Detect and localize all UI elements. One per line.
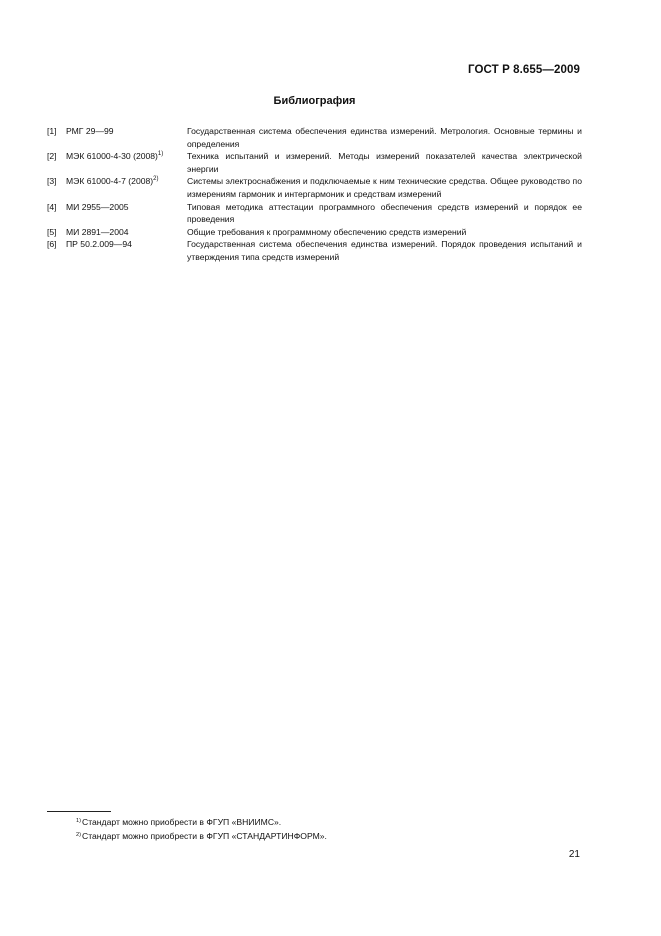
entry-number: [6]: [47, 239, 57, 250]
entry-title: Общие требования к программному обеспечению средств измерений: [187, 226, 467, 237]
entry-footnote-mark: 1): [157, 151, 164, 158]
bibliography-title: [0, 95, 661, 107]
footnote: [76, 830, 327, 844]
bibliography-title-text: Библиография: [273, 95, 356, 107]
entry-number: [4]: [47, 201, 57, 212]
entry-title: Государственная система обеспечения единства измерений. Порядок проведения испытаний и утверждения типа средств измерений: [187, 239, 582, 262]
footnote-separator: [47, 811, 111, 812]
entry-number: [2]: [47, 151, 57, 162]
entry-reference-text: РМГ 29—99: [66, 126, 114, 136]
footnote-text: Стандарт можно приобрести в ФГУП «ВНИИМС».: [81, 817, 282, 827]
entry-number: [5]: [47, 226, 57, 237]
entry-footnote-mark: 2): [153, 176, 159, 183]
footnote-mark: 1): [76, 818, 81, 824]
entry-number: [1]: [47, 126, 57, 136]
entry-title: Техника испытаний и измерений. Методы измерений показателей качества электрической энергии: [187, 151, 582, 174]
entry-reference: [66, 226, 187, 239]
bibliography-entry: [47, 175, 582, 200]
entry-title: Государственная система обеспечения единства измерений. Метрология. Основные термины и определения: [187, 126, 582, 149]
bibliography-entry: [47, 226, 582, 239]
footnote-text: Стандарт можно приобрести в ФГУП «СТАНДАРТИНФОРМ».: [81, 830, 327, 841]
entry-reference: [66, 125, 187, 150]
entry-reference-text: МЭК 61000-4-7 (2008): [66, 176, 154, 187]
bibliography-entry: [47, 125, 582, 150]
entry-reference: [66, 175, 187, 200]
entry-title: Системы электроснабжения и подключаемые к ним технические средства. Общее руководство по измерениям гармоник и интергармоник и средствам измерений: [187, 176, 582, 199]
bibliography-list: [47, 125, 582, 264]
entry-reference: [66, 150, 187, 175]
bibliography-entry: [47, 150, 582, 175]
entry-reference-text: МИ 2891—2004: [66, 226, 129, 237]
entry-reference-text: ПР 50.2.009—94: [66, 239, 132, 250]
document-code: ГОСТ Р 8.655—2009: [468, 64, 580, 76]
entry-reference: [66, 201, 187, 226]
bibliography-entry: [47, 238, 582, 263]
bibliography-entry: [47, 201, 582, 226]
footnotes: [76, 816, 327, 843]
entry-reference-text: МЭК 61000-4-30 (2008): [66, 151, 158, 162]
entry-title: Типовая методика аттестации программного обеспечения средств измерений и порядок ее проведения: [187, 201, 582, 225]
entry-number: [3]: [47, 176, 57, 187]
footnote: [76, 816, 327, 830]
entry-reference: [66, 238, 187, 263]
page-number: 21: [568, 849, 580, 860]
footnote-mark: 2): [76, 831, 81, 838]
entry-reference-text: МИ 2955—2005: [66, 201, 129, 212]
